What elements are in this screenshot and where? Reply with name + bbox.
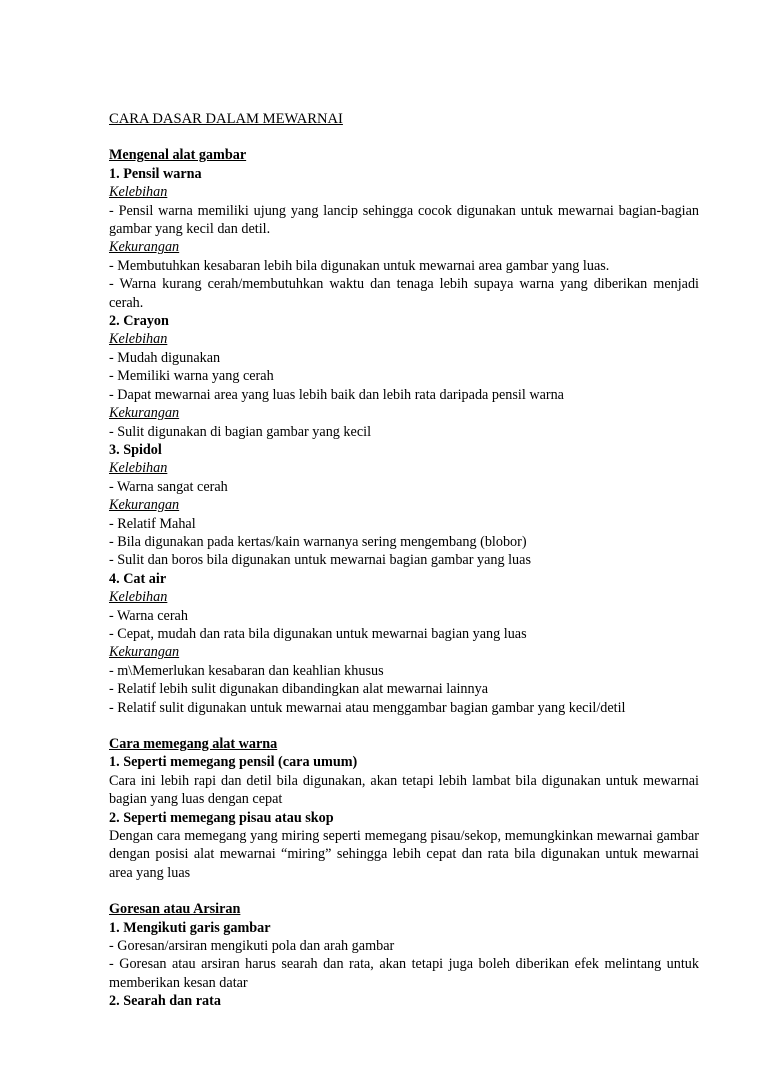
method-text: Dengan cara memegang yang miring seperti memegang pisau/sekop, memungkinkan mewarnai gambar dengan posisi alat mewarnai “miring” sehingga lebih cepat dan rata bila digunakan untuk mewarnai area yang luas (109, 828, 699, 881)
con-item: - Sulit dan boros bila digunakan untuk mewarnai bagian gambar yang luas (109, 552, 531, 569)
section-tools (109, 146, 699, 717)
tool-name: 3. Spidol (109, 441, 162, 458)
pro-item: - Pensil warna memiliki ujung yang lancip sehingga cocok digunakan untuk mewarnai bagian-bagian gambar yang kecil dan detil. (109, 202, 699, 238)
section-heading: Cara memegang alat warna (109, 736, 278, 752)
stroke-line: - Goresan atau arsiran harus searah dan rata, akan tetapi juga boleh diberikan efek melintang untuk memberikan kesan datar (109, 956, 699, 991)
cons-label: Kekurangan (109, 497, 180, 514)
cons-label: Kekurangan (109, 644, 180, 661)
tool-name: 1. Pensil warna (109, 165, 202, 182)
section-heading: Mengenal alat gambar (109, 147, 247, 164)
tool-name: 2. Crayon (109, 313, 169, 330)
con-item: - Warna kurang cerah/membutuhkan waktu dan tenaga lebih supaya warna yang diberikan menjadi cerah. (109, 276, 699, 311)
stroke-line: - Goresan/arsiran mengikuti pola dan arah gambar (109, 938, 395, 955)
pro-item: - Mudah digunakan (109, 349, 221, 366)
con-item: - m\Memerlukan kesabaran dan keahlian khusus (109, 662, 384, 679)
pro-item: - Memiliki warna yang cerah (109, 368, 274, 385)
pro-item: - Warna sangat cerah (109, 478, 228, 495)
pro-item: - Warna cerah (109, 607, 188, 624)
pro-item: - Dapat mewarnai area yang luas lebih baik dan lebih rata daripada pensil warna (109, 386, 564, 403)
cons-label: Kekurangan (109, 239, 180, 256)
cons-label: Kekurangan (109, 405, 180, 422)
con-item: - Sulit digunakan di bagian gambar yang kecil (109, 423, 372, 440)
stroke-name: 2. Searah dan rata (109, 993, 221, 1010)
document-title: CARA DASAR DALAM MEWARNAI (109, 111, 343, 127)
section-heading: Goresan atau Arsiran (109, 901, 241, 918)
section-strokes (109, 900, 699, 1010)
pros-label: Kelebihan (109, 589, 168, 606)
pros-label: Kelebihan (109, 331, 168, 348)
con-item: - Relatif lebih sulit digunakan dibandingkan alat mewarnai lainnya (109, 681, 489, 698)
con-item: - Membutuhkan kesabaran lebih bila digunakan untuk mewarnai area gambar yang luas. (109, 257, 610, 274)
document-page (109, 110, 699, 1011)
pros-label: Kelebihan (109, 460, 168, 477)
con-item: - Relatif Mahal (109, 515, 196, 532)
con-item: - Relatif sulit digunakan untuk mewarnai atau menggambar bagian gambar yang kecil/detil (109, 699, 626, 716)
tool-cat-air (109, 570, 699, 717)
method-name: 1. Seperti memegang pensil (cara umum) (109, 754, 358, 771)
pro-item: - Cepat, mudah dan rata bila digunakan untuk mewarnai bagian yang luas (109, 625, 527, 642)
tool-spidol (109, 441, 699, 570)
pros-label: Kelebihan (109, 184, 168, 201)
tool-pensil-warna (109, 165, 699, 312)
method-text: Cara ini lebih rapi dan detil bila digunakan, akan tetapi lebih lambat bila digunakan untuk mewarnai bagian yang luas dengan cepat (109, 772, 699, 808)
method-name: 2. Seperti memegang pisau atau skop (109, 809, 334, 826)
tool-crayon (109, 312, 699, 441)
section-holding (109, 735, 699, 882)
tool-name: 4. Cat air (109, 570, 167, 587)
stroke-name: 1. Mengikuti garis gambar (109, 919, 271, 936)
con-item: - Bila digunakan pada kertas/kain warnanya sering mengembang (blobor) (109, 533, 527, 550)
